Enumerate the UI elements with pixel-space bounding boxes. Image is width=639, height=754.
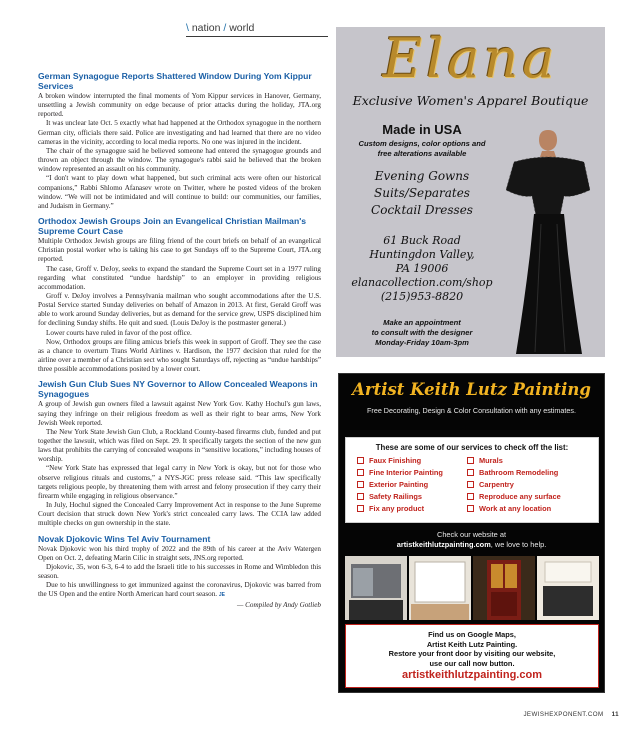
article [38, 534, 321, 610]
service-label: Murals [479, 456, 503, 465]
website-callout [339, 530, 604, 550]
article [38, 71, 321, 211]
checkbox-icon [357, 469, 364, 476]
article-paragraph: It was unclear late Oct. 5 exactly what had happened at the Orthodox synagogue in the northern German city, officials there said. Police are investigating and had learned that there are no video cameras in the vicinity, according to local media reports. No one was injured in the incident. [38, 119, 321, 146]
lutz-painting-ad[interactable] [338, 373, 605, 693]
service-label: Bathroom Remodeling [479, 468, 559, 477]
custom-line: free alterations available [377, 149, 467, 158]
elana-ad[interactable] [336, 27, 605, 357]
article-paragraph: Novak Djokovic won his third trophy of 2022 and the 89th of his career at the Aviv Watergen Open on Oct. 2, defeating Marin Cilic in straight sets, JNS.org reported. [38, 544, 321, 562]
article-headline: Orthodox Jewish Groups Join an Evangelical Christian Mailman's Supreme Court Case [38, 216, 307, 237]
service-label: Work at any location [479, 504, 552, 513]
google-maps-callout[interactable] [345, 624, 599, 688]
elana-tagline: Exclusive Women's Apparel Boutique [352, 93, 589, 108]
compiled-by-credit: — Compiled by Andy Gotlieb [237, 600, 321, 609]
service-item [357, 492, 422, 501]
checkbox-icon [467, 457, 474, 464]
service-item [467, 504, 551, 513]
appointment-line: Make an appointment [383, 318, 461, 327]
checkbox-icon [357, 505, 364, 512]
find-line: Artist Keith Lutz Painting. [426, 639, 518, 649]
find-us-text [346, 630, 598, 668]
service-item [357, 468, 443, 477]
checkbox-icon [357, 493, 364, 500]
website-link[interactable]: artistkeithlutzpainting.com [396, 540, 491, 549]
end-mark: JE [218, 592, 225, 599]
article-paragraph: Lower courts have ruled in favor of the post office. [46, 328, 192, 337]
article-text: Due to his unwillingness to get immunized against the coronavirus, Djokovic was barred from the US Open and the entire North American hard court season. [38, 581, 321, 599]
service-item [467, 468, 558, 477]
article-paragraph: The chair of the synagogue said he believed someone had entered the synagogue grounds and thrown an object through the window. The synagogue's rabbi said he believed that the broken window represented an assault on his community. [38, 146, 321, 174]
service-label: Exterior Painting [369, 480, 429, 489]
article-paragraph: The New York State Jewish Gun Club, a Rockland County-based firearms club, funded and put together the lawsuit, which was filed on Sept. 29. It specifically targets the section of the new gun laws that prohibits the carrying of concealed weapons in “sensitive locations,” including houses of worship. [38, 427, 321, 464]
section-right: world [229, 22, 255, 34]
made-in-usa-label: Made in USA [382, 122, 462, 137]
article-paragraph: Now, Orthodox groups are filing amicus briefs this week in support of Groff. They see the case as a chance to overturn Trans World Airlines v. Hardison, the 1977 decision that ruled for the airline over a member of a Christian sect who sought Saturdays off, rejecting as “undue hardships” three possible accommodations posited by a lower court. [38, 337, 321, 374]
article-paragraph: “I don't want to play down what happened, but such criminal acts were often our historical companions,” Rabbi Shlomo Afanasev wrote on Twitter, where he posted videos of the broken window. “We will not be intimidated and will continue to build: our communities, our families, and Judaism in Germany.” [38, 174, 321, 210]
lutz-ad-title: Artist Keith Lutz Painting [352, 380, 591, 399]
page-number: 11 [611, 711, 619, 718]
elana-item: Suits/Separates [374, 186, 470, 200]
section-left: nation [191, 22, 221, 34]
article-headline: Novak Djokovic Wins Tel Aviv Tournament [38, 533, 211, 544]
website-callout-text: , we love to help. [490, 540, 547, 549]
article-paragraph: “New York State has expressed that legal carry in New York is okay, but not for those who observe religious rituals and customs,” a NYS-JGC press release said. “This law specifically targets religious people, by threatening them with arrest and felony prosecution if they carry their firearm while engaging in religious observance.” [38, 464, 321, 500]
elana-address-line: 61 Buck Road [383, 234, 461, 247]
service-label: Reproduce any surface [479, 492, 561, 501]
service-label: Safety Railings [369, 492, 422, 501]
article [38, 379, 321, 528]
service-label: Fix any product [369, 504, 425, 513]
appointment-line: Monday-Friday 10am-3pm [375, 338, 469, 347]
find-line: Restore your front door by visiting our website, [388, 649, 556, 658]
article-paragraph: Djokovic, 35, won 6-3, 6-4 to add the Israeli title to his successes in Rome and Wimbledon this season. [38, 562, 321, 581]
custom-designs-text [336, 139, 508, 159]
page-footer [523, 711, 619, 718]
appointment-line: to consult with the designer [371, 328, 473, 337]
service-item [357, 456, 421, 465]
news-column [38, 71, 321, 615]
elana-item: Cocktail Dresses [371, 203, 473, 217]
website-callout-line [339, 540, 604, 550]
custom-line: Custom designs, color options and [358, 139, 486, 148]
article-paragraph: A broken window interrupted the final moments of Yom Kippur services in Hanover, Germany, unsettling a Jewish community on edge because of prior attacks during the holiday, JTA.org reported. [38, 92, 321, 119]
website-callout-line: Check our website at [436, 530, 506, 539]
elana-address-line: PA 19006 [395, 262, 449, 275]
article-paragraph: The case, Groff v. DeJoy, seeks to expand the standard the Supreme Court set in a 1977 ruling regarding what constituted “undue hardship” to an employer in providing religious accommodation. [38, 264, 321, 291]
find-line: Find us on Google Maps, [428, 630, 516, 639]
site-name: JEWISHEXPONENT.COM [523, 711, 604, 718]
article-paragraph: In July, Hochul signed the Concealed Carry Improvement Act in response to the June Supreme Court decision that struck down New York's strict concealed carry laws. The CCIA law added multiple checks on gun ownership in the state. [38, 501, 321, 528]
checkbox-icon [467, 481, 474, 488]
elana-address-line: Huntingdon Valley, [369, 248, 475, 261]
checkbox-icon [467, 505, 474, 512]
article-headline: Jewish Gun Club Sues NY Governor to Allow Concealed Weapons in Synagogues [38, 379, 318, 400]
article-headline: German Synagogue Reports Shattered Window During Yom Kippur Services [38, 71, 312, 91]
elana-phone: (215)953-8820 [380, 290, 464, 303]
service-item [467, 456, 503, 465]
service-label: Carpentry [479, 480, 514, 489]
lutz-ad-subtitle: Free Decorating, Design & Color Consultation with any estimates. [367, 406, 576, 415]
services-checklist [345, 437, 599, 523]
checkbox-icon [357, 481, 364, 488]
service-item [357, 504, 424, 513]
checkbox-icon [467, 493, 474, 500]
find-line: use our call now button. [429, 658, 515, 668]
checkbox-icon [467, 469, 474, 476]
checkbox-icon [357, 457, 364, 464]
service-label: Faux Finishing [369, 456, 422, 465]
painting-work-photos [345, 556, 599, 620]
services-heading: These are some of our services to check off the list: [375, 443, 569, 452]
article-paragraph: A group of Jewish gun owners filed a lawsuit against New York Gov. Kathy Hochul's gun laws, saying they infringe on their religious freedom as well as their right to bear arms, New York Jewish Week reported. [38, 400, 321, 427]
elana-website-link[interactable]: elanacollection.com/shop [351, 276, 493, 289]
service-item [467, 480, 514, 489]
service-item [467, 492, 561, 501]
article-paragraph: Multiple Orthodox Jewish groups are filing friend of the court briefs on behalf of an evangelical Christian postal worker who is taking his case to get Sundays off to the Supreme Court, JTA.org reported. [38, 237, 321, 264]
article-paragraph: Groff v. DeJoy involves a Pennsylvania mailman who sought accommodations after the U.S. Postal Service started Sunday deliveries on behalf of Amazon in 2013. At first, Gerald Groff was able to work around Sunday deliveries, but as demand for the service grew, USPS disciplined him for declining Sunday shifts. He quit and sued. (Louis DeJoy is the postmaster general.) [38, 291, 321, 328]
lutz-website-url[interactable]: artistkeithlutzpainting.com [402, 669, 542, 681]
article-paragraph [38, 581, 321, 600]
article [38, 216, 321, 374]
section-header [186, 22, 254, 34]
elana-item: Evening Gowns [374, 169, 470, 183]
service-label: Fine Interior Painting [369, 468, 443, 477]
service-item [357, 480, 428, 489]
section-separator: / [223, 22, 227, 34]
black-gown-photo [494, 124, 604, 357]
elana-logo: Elana [382, 27, 559, 90]
section-slash: \ [186, 22, 189, 34]
section-rule [186, 36, 328, 37]
